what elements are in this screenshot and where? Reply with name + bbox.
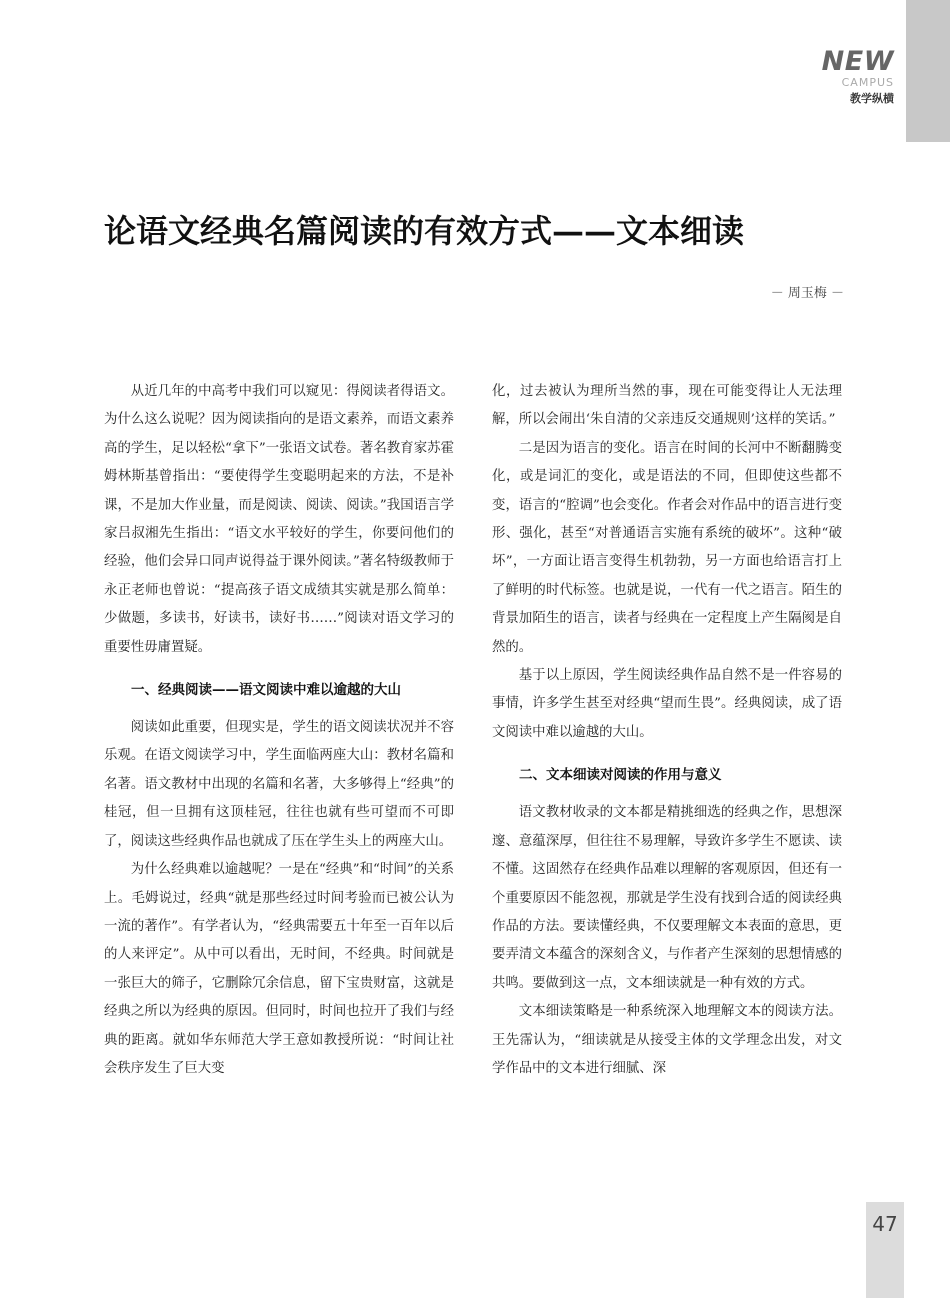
journal-brand — [822, 48, 894, 108]
paragraph: 阅读如此重要，但现实是，学生的语文阅读状况并不容乐观。在语文阅读学习中，学生面临两座大山：教材名篇和名著。语文教材中出现的名篇和名著，大多够得上“经典”的桂冠，但一旦拥有这顶桂冠，往往也就有些可望而不可即了，阅读这些经典作品也就成了压在学生头上的两座大山。 — [104, 720, 454, 849]
article-title: 论语文经典名篇阅读的有效方式——文本细读 — [104, 212, 745, 250]
section-label: 教学纵横 — [850, 92, 894, 105]
section-heading: 二、文本细读对阅读的作用与意义 — [519, 767, 722, 784]
brand-new-logo: NEW — [821, 46, 894, 77]
section-heading: 一、经典阅读——语文阅读中难以逾越的大山 — [131, 682, 401, 699]
corner-tab-decoration — [906, 0, 950, 142]
paragraph: 从近几年的中高考中我们可以窥见：得阅读者得语文。为什么这么说呢？因为阅读指向的是语文素养，而语文素养高的学生，足以轻松“拿下”一张语文试卷。著名教育家苏霍姆林斯基曾指出：“要使得学生变聪明起来的方法，不是补课，不是加大作业量，而是阅读、阅读、阅读。”我国语言学家吕叔湘先生指出：“语文水平较好的学生，你要问他们的经验，他们会异口同声说得益于课外阅读。”著名特级教师于永正老师也曾说：“提高孩子语文成绩其实就是那么简单：少做题，多读书，好读书，读好书……”阅读对语文学习的重要性毋庸置疑。 — [104, 384, 454, 655]
brand-campus-label: CAMPUS — [841, 76, 894, 89]
page-number: 47 — [872, 1212, 898, 1236]
paragraph: 文本细读策略是一种系统深入地理解文本的阅读方法。王先霈认为，“细读就是从接受主体的文学理念出发，对文学作品中的文本进行细腻、深 — [492, 1004, 842, 1076]
paragraph: 二是因为语言的变化。语言在时间的长河中不断翻腾变化，或是词汇的变化，或是语法的不同，但即使这些都不变，语言的“腔调”也会变化。作者会对作品中的语言进行变形、强化，甚至“对普通语言实施有系统的破坏”。这种“破坏”，一方面让语言变得生机勃勃，另一方面也给语言打上了鲜明的时代标签。也就是说，一代有一代之语言。陌生的背景加陌生的语言，读者与经典在一定程度上产生隔阂是自然的。 — [492, 440, 842, 655]
paragraph: 语文教材收录的文本都是精挑细选的经典之作，思想深邃、意蕴深厚，但往往不易理解，导致许多学生不愿读、读不懂。这固然存在经典作品难以理解的客观原因，但还有一个重要原因不能忽视，那就是学生没有找到合适的阅读经典作品的方法。要读懂经典，不仅要理解文本表面的意思，更要弄清文本蕴含的深刻含义，与作者产生深刻的思想情感的共鸣。要做到这一点，文本细读就是一种有效的方式。 — [492, 805, 842, 991]
paragraph: 化，过去被认为理所当然的事，现在可能变得让人无法理解，所以会闹出‘朱自清的父亲违反交通规则’这样的笑话。” — [492, 384, 842, 428]
paragraph: 为什么经典难以逾越呢？一是在“经典”和“时间”的关系上。毛姆说过，经典“就是那些经过时间考验而已被公认为一流的著作”。有学者认为，“经典需要五十年至一百年以后的人来评定”。从中可以看出，无时间，不经典。时间就是一张巨大的筛子，它删除冗余信息，留下宝贵财富，这就是经典之所以为经典的原因。但同时，时间也拉开了我们与经典的距离。就如华东师范大学王意如教授所说：“时间让社会秩序发生了巨大变 — [104, 862, 454, 1076]
right-column — [492, 378, 842, 1083]
left-column — [104, 378, 454, 1083]
paragraph: 基于以上原因，学生阅读经典作品自然不是一件容易的事情，许多学生甚至对经典“望而生畏”。经典阅读，成了语文阅读中难以逾越的大山。 — [492, 668, 842, 740]
article-author: － 周玉梅 － — [770, 286, 844, 301]
